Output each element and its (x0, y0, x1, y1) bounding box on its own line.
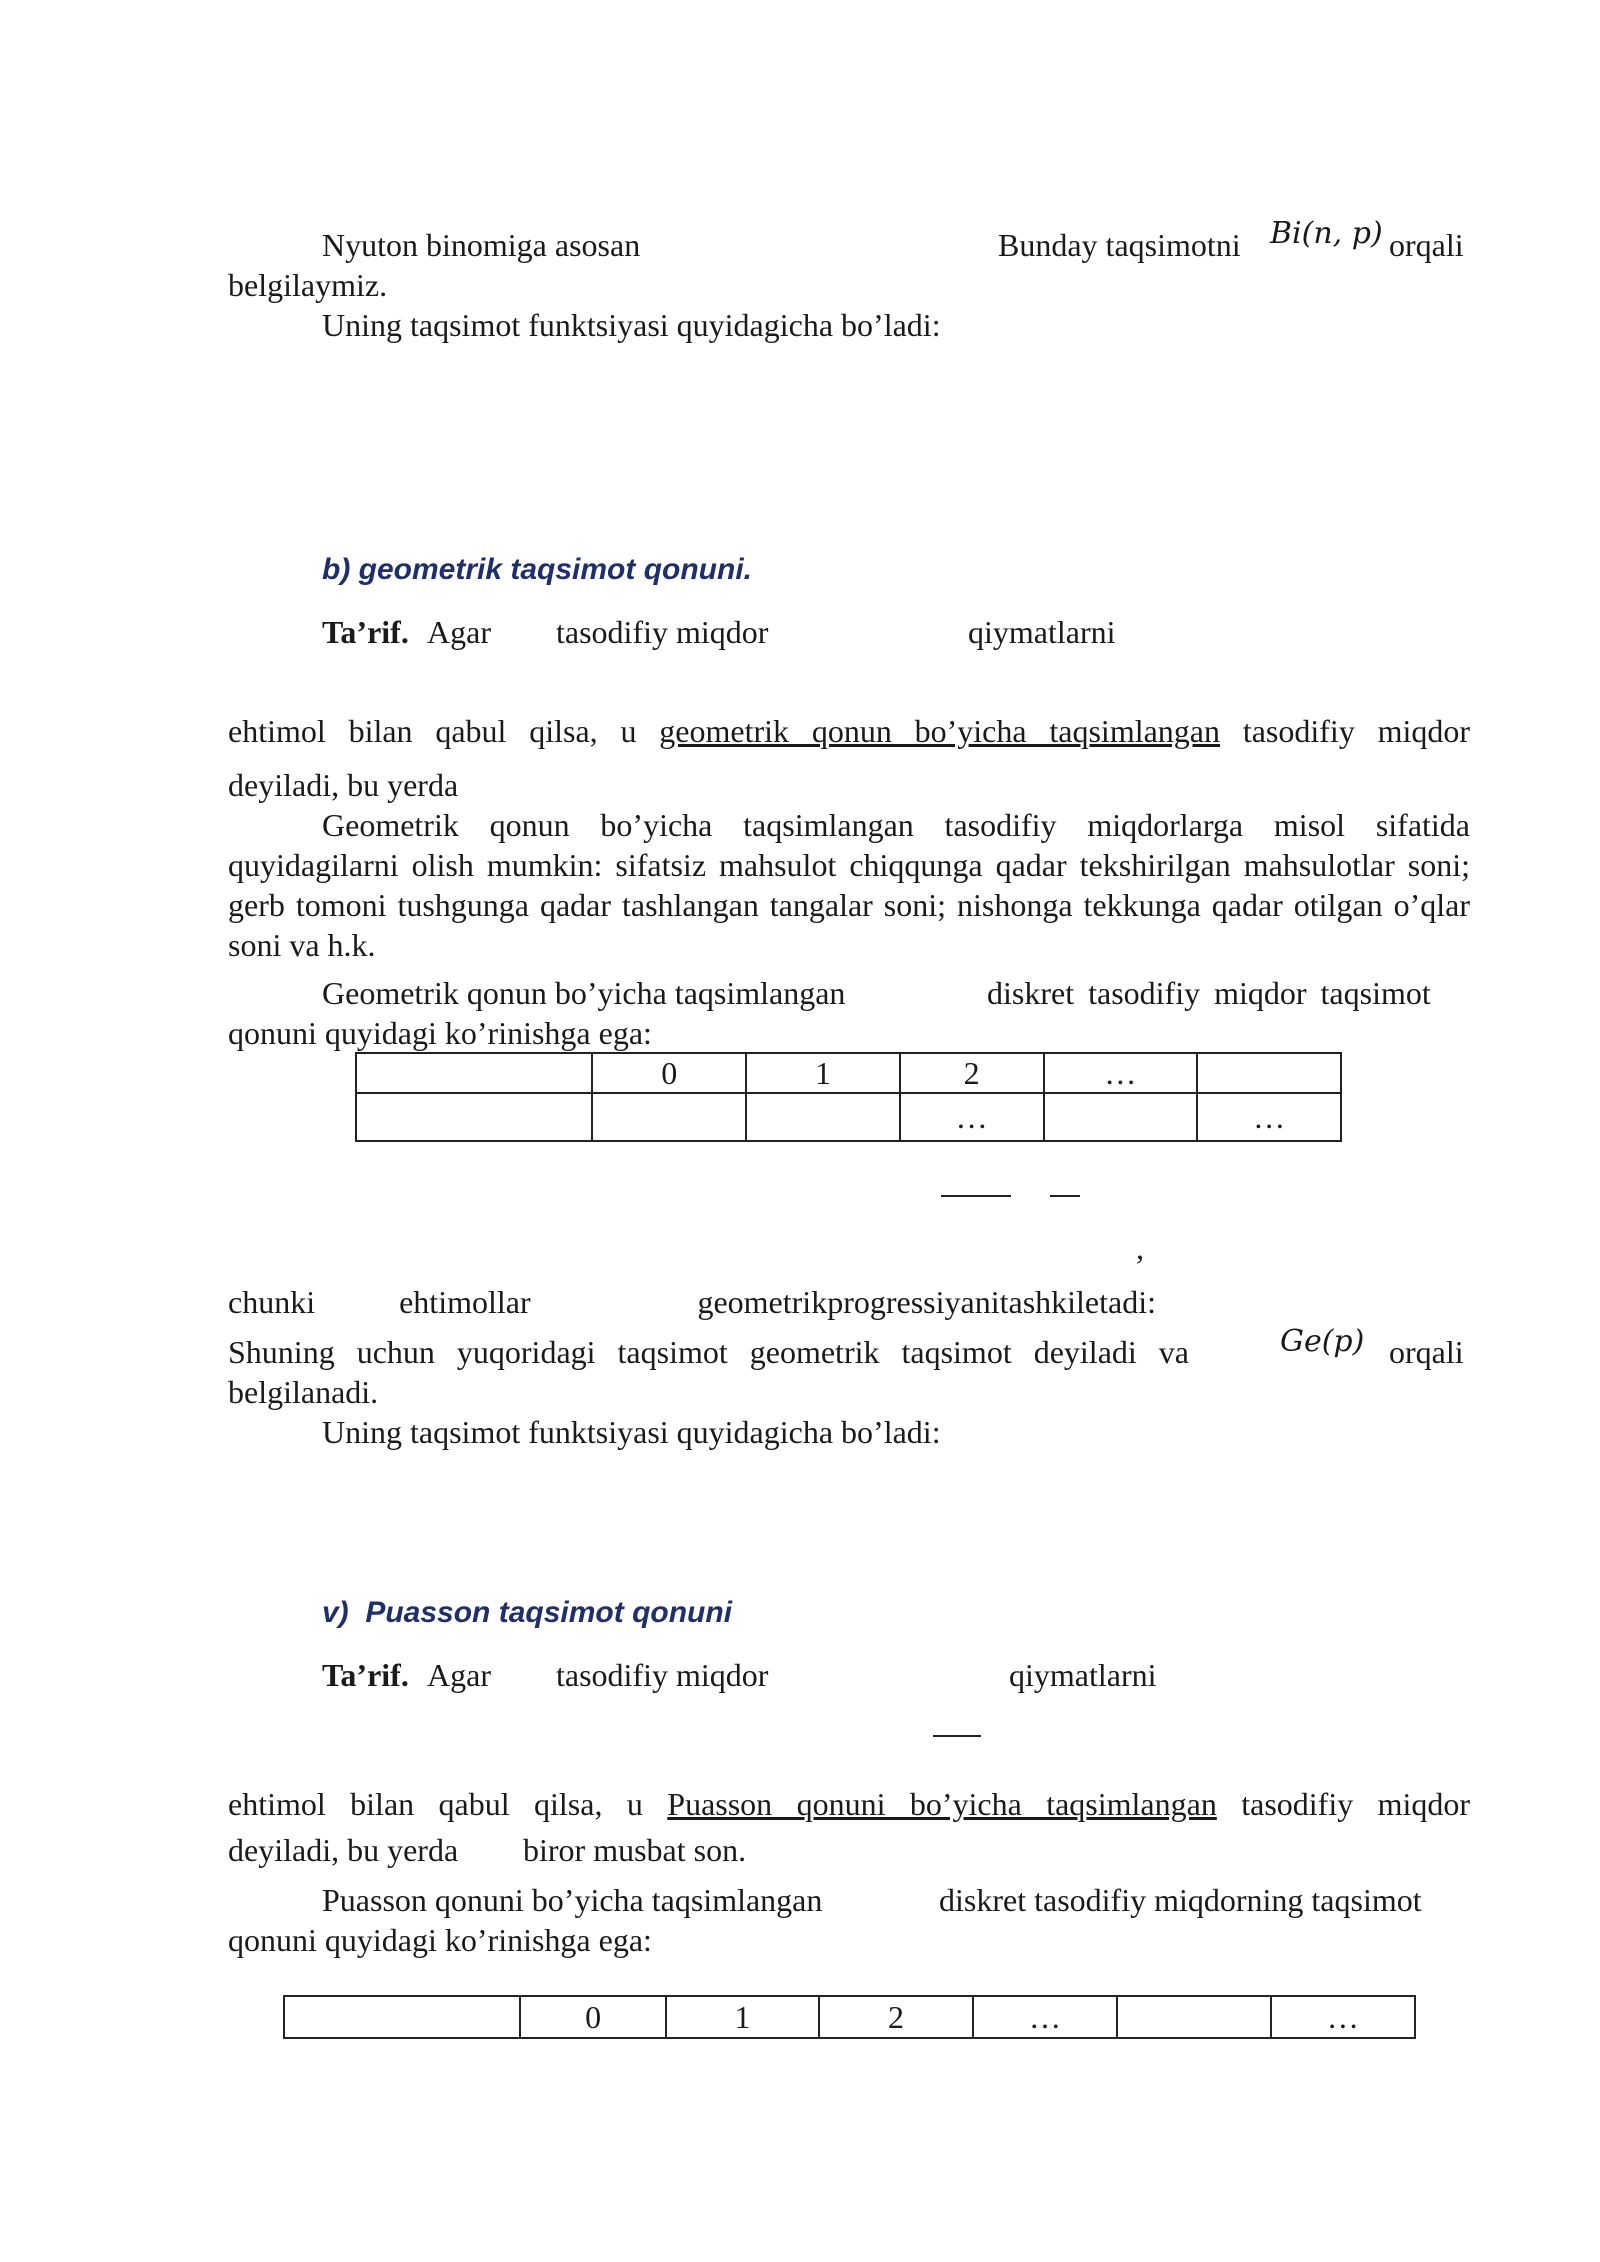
binomial-notation: Bi(n, p) (1270, 216, 1383, 251)
geometric-distribution-table (355, 1052, 1342, 1142)
geometric-p3-right: diskret tasodifiy miqdor taqsimot (987, 975, 1431, 1011)
geometric-def-tasodifiy: tasodifiy miqdor (556, 614, 769, 650)
binomial-line1-left: Nyuton binomiga asosan (322, 227, 641, 263)
poisson-def-tasodifiy: tasodifiy miqdor (556, 1657, 769, 1693)
geometric-chunki-line (228, 1282, 1156, 1322)
geometric-comma: , (1136, 1230, 1144, 1266)
geometric-p2 (228, 805, 1470, 965)
chunki-word: etadi: (1084, 1284, 1156, 1320)
geometric-p1 (228, 711, 1470, 751)
table-cell: … (900, 1093, 1044, 1141)
table-cell: 0 (592, 1053, 746, 1093)
poisson-distribution-table (283, 1995, 1416, 2039)
geometric-p1-underlined: geometrik qonun bo’yicha taqsimlangan (659, 713, 1221, 749)
geometric-def-agar: Agar (427, 614, 491, 650)
table-cell: 2 (819, 1996, 973, 2038)
geometric-p1-after: tasodifiy miqdor (1242, 713, 1471, 749)
poisson-def-agar: Agar (427, 1657, 491, 1693)
table-cell: … (1271, 1996, 1415, 2038)
table-cell: … (1044, 1053, 1198, 1093)
geometric-p4-text: Shuning uchun yuqoridagi taqsimot geometrik taqsimot deyiladi va (228, 1334, 1189, 1370)
table-cell (1197, 1053, 1341, 1093)
geometric-def-qiymatlarni: qiymatlarni (968, 614, 1116, 650)
geometric-notation: Ge(p) (1280, 1324, 1365, 1359)
table-row (284, 1996, 1415, 2038)
table-cell (746, 1093, 900, 1141)
table-cell: 2 (900, 1053, 1044, 1093)
table-cell (592, 1093, 746, 1141)
table-cell (284, 1996, 520, 2038)
chunki-word: tashkil (999, 1284, 1085, 1320)
geometric-p1-before: ehtimol bilan qabul qilsa, u (228, 713, 637, 749)
poisson-def-label: Ta’rif. (322, 1657, 409, 1693)
table-cell (356, 1053, 592, 1093)
geometric-p4-line2: belgilanadi. (228, 1374, 379, 1410)
binomial-line2: belgilaymiz. (228, 267, 388, 303)
table-cell (356, 1093, 592, 1141)
table-cell: 1 (746, 1053, 900, 1093)
geometric-p1-line2: deyiladi, bu yerda (228, 767, 459, 803)
chunki-word: progressiyani (827, 1284, 1000, 1320)
geometric-heading: b) geometrik taqsimot qonuni. (322, 553, 753, 586)
poisson-p1-before: ehtimol bilan qabul qilsa, u (228, 1786, 643, 1822)
table-cell: … (973, 1996, 1117, 2038)
fraction-bar (933, 1735, 981, 1737)
poisson-p1-underlined: Puasson qonuni bo’yicha taqsimlangan (667, 1786, 1217, 1822)
table-row (356, 1093, 1341, 1141)
poisson-p1-line2-b: biror musbat son. (523, 1832, 747, 1868)
fraction-bar (1050, 1195, 1080, 1197)
binomial-line3: Uning taqsimot funktsiyasi quyidagicha bo’ladi: (322, 307, 941, 343)
poisson-p1-line2-a: deyiladi, bu yerda (228, 1832, 459, 1868)
geometric-p3-left: Geometrik qonun bo’yicha taqsimlangan (322, 975, 846, 1011)
geometric-p2-text: Geometrik qonun bo’yicha taqsimlangan tasodifiy miqdorlarga misol sifatida quyidagilarni olish mumkin: sifatsiz mahsulot chiqqunga qadar tekshirilgan mahsulotlar soni; gerb tomoni tushgunga qadar tashlangan tangalar soni; nishonga tekkunga qadar otilgan o’qlar soni va h.k. (228, 807, 1470, 963)
table-cell (1044, 1093, 1198, 1141)
geometric-p4-end: orqali (1389, 1334, 1464, 1370)
chunki-word: geometrik (697, 1284, 828, 1320)
geometric-p5: Uning taqsimot funktsiyasi quyidagicha bo’ladi: (322, 1414, 941, 1450)
poisson-p2-right: diskret tasodifiy miqdorning taqsimot (939, 1882, 1422, 1918)
poisson-def-qiymatlarni: qiymatlarni (1009, 1657, 1157, 1693)
binomial-line1-end: orqali (1389, 227, 1464, 263)
table-cell: … (1197, 1093, 1341, 1141)
poisson-p2-line2: qonuni quyidagi ko’rinishga ega: (228, 1922, 652, 1958)
poisson-p1-after: tasodifiy miqdor (1241, 1786, 1471, 1822)
fraction-bar (941, 1195, 1011, 1197)
chunki-word: chunki (228, 1284, 316, 1320)
table-row (356, 1053, 1341, 1093)
geometric-p3-line2: qonuni quyidagi ko’rinishga ega: (228, 1015, 652, 1051)
poisson-heading: v) Puasson taqsimot qonuni (322, 1596, 733, 1629)
chunki-word: ehtimollar (399, 1284, 531, 1320)
geometric-def-label: Ta’rif. (322, 614, 409, 650)
binomial-line1-right: Bunday taqsimotni (998, 227, 1241, 263)
table-cell (1117, 1996, 1271, 2038)
table-cell: 1 (666, 1996, 819, 2038)
poisson-p2-left: Puasson qonuni bo’yicha taqsimlangan (322, 1882, 823, 1918)
poisson-p1 (228, 1784, 1470, 1824)
table-cell: 0 (520, 1996, 666, 2038)
